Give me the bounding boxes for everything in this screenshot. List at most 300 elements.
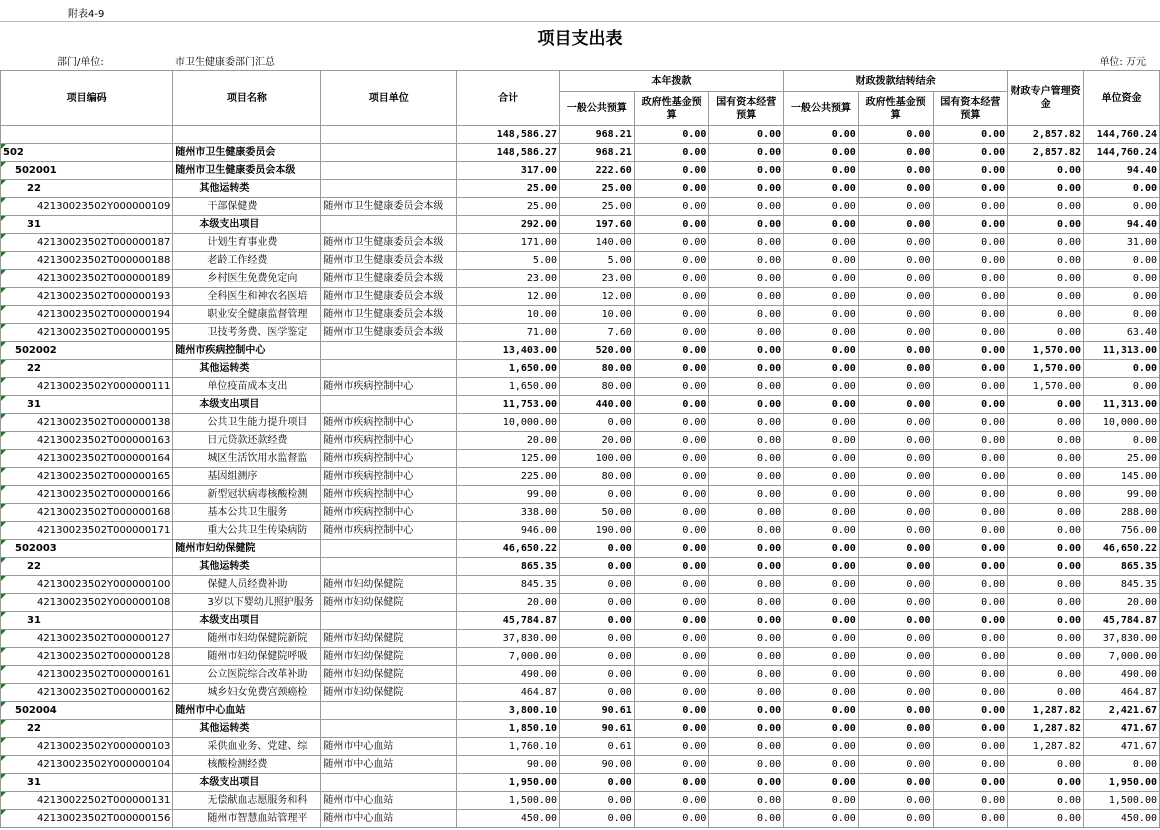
table-cell[interactable]: 0.00 <box>858 342 933 360</box>
table-cell[interactable]: 0.00 <box>634 666 709 684</box>
table-cell[interactable]: 0.00 <box>1008 576 1084 594</box>
table-cell[interactable]: 0.00 <box>1084 360 1160 378</box>
table-cell[interactable]: 0.00 <box>1008 666 1084 684</box>
table-cell[interactable]: 23.00 <box>559 270 634 288</box>
table-cell[interactable]: 随州市妇幼保健院 <box>321 576 457 594</box>
table-cell[interactable]: 23.00 <box>457 270 560 288</box>
table-cell[interactable]: 1,570.00 <box>1008 378 1084 396</box>
table-cell[interactable]: 46,650.22 <box>457 540 560 558</box>
table-cell[interactable]: 0.00 <box>1008 414 1084 432</box>
table-cell[interactable]: 0.00 <box>933 234 1008 252</box>
table-cell[interactable]: 5.00 <box>457 252 560 270</box>
table-cell[interactable]: 190.00 <box>559 522 634 540</box>
table-cell[interactable]: 0.00 <box>709 306 784 324</box>
table-cell[interactable]: 0.00 <box>933 522 1008 540</box>
table-cell[interactable]: 0.00 <box>858 324 933 342</box>
table-cell[interactable]: 968.21 <box>559 144 634 162</box>
table-cell[interactable]: 0.00 <box>709 216 784 234</box>
table-cell[interactable]: 25.00 <box>457 180 560 198</box>
table-cell[interactable]: 171.00 <box>457 234 560 252</box>
table-cell[interactable]: 0.00 <box>1008 522 1084 540</box>
table-cell[interactable]: 1,950.00 <box>1084 774 1160 792</box>
table-cell[interactable]: 采供血业务、党建、综 <box>173 738 321 756</box>
table-cell[interactable]: 新型冠状病毒核酸检测 <box>173 486 321 504</box>
table-cell[interactable]: 随州市妇幼保健院 <box>321 684 457 702</box>
table-cell[interactable]: 随州市中心血站 <box>321 738 457 756</box>
table-cell[interactable]: 0.00 <box>858 540 933 558</box>
table-cell[interactable]: 随州市卫生健康委员会本级 <box>321 324 457 342</box>
table-cell[interactable]: 0.00 <box>1008 216 1084 234</box>
table-cell[interactable]: 0.00 <box>933 378 1008 396</box>
table-cell[interactable]: 1,570.00 <box>1008 342 1084 360</box>
table-cell[interactable]: 20.00 <box>457 594 560 612</box>
table-cell[interactable] <box>321 612 457 630</box>
table-cell[interactable]: 1,500.00 <box>457 792 560 810</box>
table-cell[interactable]: 随州市妇幼保健院新院 <box>173 630 321 648</box>
table-cell[interactable]: 0.00 <box>933 144 1008 162</box>
table-cell[interactable]: 0.00 <box>634 702 709 720</box>
table-cell[interactable]: 0.00 <box>1008 774 1084 792</box>
table-cell[interactable]: 292.00 <box>457 216 560 234</box>
table-cell[interactable]: 0.00 <box>1008 648 1084 666</box>
table-cell[interactable]: 450.00 <box>1084 810 1160 828</box>
table-cell[interactable]: 0.00 <box>709 486 784 504</box>
table-cell[interactable]: 0.00 <box>709 540 784 558</box>
table-cell[interactable]: 0.00 <box>709 342 784 360</box>
table-cell[interactable]: 0.00 <box>784 342 859 360</box>
table-cell[interactable]: 随州市妇幼保健院 <box>321 666 457 684</box>
table-cell[interactable]: 随州市疾病控制中心 <box>321 378 457 396</box>
table-cell[interactable]: 0.00 <box>709 450 784 468</box>
table-cell[interactable]: 0.00 <box>634 450 709 468</box>
table-cell[interactable]: 0.00 <box>933 432 1008 450</box>
table-cell[interactable]: 11,313.00 <box>1084 396 1160 414</box>
table-cell[interactable]: 0.00 <box>784 612 859 630</box>
table-cell[interactable]: 0.00 <box>784 468 859 486</box>
table-cell[interactable]: 0.00 <box>634 558 709 576</box>
table-cell[interactable]: 63.40 <box>1084 324 1160 342</box>
table-cell[interactable]: 本级支出项目 <box>173 612 321 630</box>
table-cell[interactable]: 2,857.82 <box>1008 126 1084 144</box>
table-cell[interactable]: 0.00 <box>1008 756 1084 774</box>
table-cell[interactable]: 0.00 <box>709 648 784 666</box>
table-cell[interactable]: 0.00 <box>1008 252 1084 270</box>
table-cell[interactable]: 0.00 <box>1084 198 1160 216</box>
table-cell[interactable]: 0.00 <box>634 612 709 630</box>
table-cell[interactable]: 0.00 <box>709 180 784 198</box>
table-cell[interactable]: 0.00 <box>933 162 1008 180</box>
table-cell[interactable]: 288.00 <box>1084 504 1160 522</box>
table-cell[interactable]: 随州市妇幼保健院 <box>321 594 457 612</box>
table-cell[interactable]: 10.00 <box>559 306 634 324</box>
table-cell[interactable]: 42130023502T000000164 <box>1 450 173 468</box>
table-cell[interactable]: 0.00 <box>559 666 634 684</box>
table-cell[interactable]: 1,760.10 <box>457 738 560 756</box>
table-cell[interactable]: 2,421.67 <box>1084 702 1160 720</box>
table-cell[interactable]: 968.21 <box>559 126 634 144</box>
table-cell[interactable]: 11,753.00 <box>457 396 560 414</box>
table-cell[interactable]: 7,000.00 <box>457 648 560 666</box>
table-cell[interactable]: 0.00 <box>858 144 933 162</box>
table-cell[interactable]: 5.00 <box>559 252 634 270</box>
table-cell[interactable]: 42130023502T000000189 <box>1 270 173 288</box>
table-cell[interactable]: 0.00 <box>784 360 859 378</box>
table-cell[interactable]: 0.00 <box>1008 180 1084 198</box>
table-cell[interactable]: 502003 <box>1 540 173 558</box>
table-cell[interactable]: 0.00 <box>858 234 933 252</box>
table-cell[interactable]: 0.00 <box>1084 252 1160 270</box>
table-cell[interactable]: 0.00 <box>1008 630 1084 648</box>
table-cell[interactable]: 随州市中心血站 <box>321 810 457 828</box>
table-cell[interactable]: 无偿献血志愿服务和科 <box>173 792 321 810</box>
table-cell[interactable]: 0.00 <box>1008 288 1084 306</box>
table-cell[interactable]: 0.00 <box>1084 432 1160 450</box>
table-cell[interactable]: 0.00 <box>933 702 1008 720</box>
table-cell[interactable] <box>321 342 457 360</box>
table-cell[interactable]: 随州市妇幼保健院 <box>321 648 457 666</box>
table-cell[interactable]: 0.00 <box>709 468 784 486</box>
table-cell[interactable]: 0.00 <box>933 792 1008 810</box>
table-cell[interactable]: 0.00 <box>559 612 634 630</box>
table-cell[interactable]: 0.00 <box>634 522 709 540</box>
table-cell[interactable]: 42130023502Y000000111 <box>1 378 173 396</box>
table-cell[interactable]: 0.00 <box>634 720 709 738</box>
table-cell[interactable]: 0.00 <box>858 594 933 612</box>
table-cell[interactable]: 0.00 <box>858 612 933 630</box>
table-cell[interactable]: 0.00 <box>858 252 933 270</box>
table-cell[interactable]: 0.00 <box>634 468 709 486</box>
table-cell[interactable]: 0.00 <box>709 630 784 648</box>
table-cell[interactable]: 0.00 <box>709 774 784 792</box>
table-cell[interactable]: 148,586.27 <box>457 144 560 162</box>
table-cell[interactable]: 0.00 <box>1008 450 1084 468</box>
table-cell[interactable]: 42130023502T000000138 <box>1 414 173 432</box>
table-cell[interactable]: 随州市卫生健康委员会本级 <box>173 162 321 180</box>
table-cell[interactable]: 0.00 <box>784 306 859 324</box>
table-cell[interactable]: 22 <box>1 360 173 378</box>
table-cell[interactable]: 1,650.00 <box>457 378 560 396</box>
table-cell[interactable]: 0.00 <box>933 342 1008 360</box>
table-cell[interactable]: 145.00 <box>1084 468 1160 486</box>
table-cell[interactable]: 99.00 <box>1084 486 1160 504</box>
table-cell[interactable]: 31 <box>1 396 173 414</box>
table-cell[interactable]: 71.00 <box>457 324 560 342</box>
table-cell[interactable]: 42130022502T000000131 <box>1 792 173 810</box>
table-cell[interactable]: 42130023502T000000166 <box>1 486 173 504</box>
table-cell[interactable]: 1,650.00 <box>457 360 560 378</box>
table-cell[interactable]: 0.00 <box>634 774 709 792</box>
table-cell[interactable]: 0.00 <box>784 432 859 450</box>
table-cell[interactable]: 90.61 <box>559 720 634 738</box>
table-cell[interactable]: 42130023502Y000000109 <box>1 198 173 216</box>
table-cell[interactable]: 0.00 <box>634 126 709 144</box>
table-cell[interactable]: 2,857.82 <box>1008 144 1084 162</box>
table-cell[interactable]: 90.61 <box>559 702 634 720</box>
table-cell[interactable]: 0.00 <box>858 270 933 288</box>
table-cell[interactable]: 0.00 <box>858 504 933 522</box>
table-cell[interactable] <box>1 126 173 144</box>
table-cell[interactable]: 0.00 <box>709 684 784 702</box>
table-cell[interactable]: 随州市智慧血站管理平 <box>173 810 321 828</box>
table-cell[interactable]: 0.00 <box>1084 270 1160 288</box>
table-cell[interactable]: 0.00 <box>709 558 784 576</box>
table-cell[interactable]: 0.00 <box>784 558 859 576</box>
table-cell[interactable]: 37,830.00 <box>1084 630 1160 648</box>
table-cell[interactable]: 0.00 <box>1008 504 1084 522</box>
table-cell[interactable]: 0.00 <box>634 288 709 306</box>
table-cell[interactable]: 0.00 <box>858 414 933 432</box>
table-cell[interactable]: 0.00 <box>933 198 1008 216</box>
table-cell[interactable]: 0.00 <box>709 792 784 810</box>
table-cell[interactable]: 0.00 <box>1008 306 1084 324</box>
table-cell[interactable]: 471.67 <box>1084 738 1160 756</box>
table-cell[interactable]: 0.00 <box>634 342 709 360</box>
table-cell[interactable]: 0.00 <box>559 576 634 594</box>
table-cell[interactable]: 0.00 <box>634 414 709 432</box>
table-cell[interactable]: 94.40 <box>1084 216 1160 234</box>
table-cell[interactable]: 保健人员经费补助 <box>173 576 321 594</box>
table-cell[interactable]: 随州市中心血站 <box>173 702 321 720</box>
table-cell[interactable]: 1,287.82 <box>1008 702 1084 720</box>
table-cell[interactable] <box>321 126 457 144</box>
table-cell[interactable]: 随州市疾病控制中心 <box>321 522 457 540</box>
table-cell[interactable]: 0.00 <box>784 810 859 828</box>
table-cell[interactable]: 0.00 <box>709 324 784 342</box>
table-cell[interactable]: 0.00 <box>634 540 709 558</box>
table-cell[interactable]: 0.00 <box>709 522 784 540</box>
table-cell[interactable]: 3岁以下婴幼儿照护服务 <box>173 594 321 612</box>
table-cell[interactable]: 老龄工作经费 <box>173 252 321 270</box>
table-cell[interactable] <box>321 702 457 720</box>
table-cell[interactable]: 干部保健费 <box>173 198 321 216</box>
table-cell[interactable]: 0.00 <box>709 666 784 684</box>
table-cell[interactable]: 0.00 <box>709 162 784 180</box>
table-cell[interactable]: 0.00 <box>634 756 709 774</box>
table-cell[interactable]: 0.00 <box>559 648 634 666</box>
table-cell[interactable]: 42130023502Y000000108 <box>1 594 173 612</box>
table-cell[interactable]: 0.00 <box>933 666 1008 684</box>
table-cell[interactable]: 0.00 <box>784 252 859 270</box>
table-cell[interactable]: 42130023502T000000188 <box>1 252 173 270</box>
table-cell[interactable]: 随州市卫生健康委员会本级 <box>321 198 457 216</box>
table-cell[interactable]: 502002 <box>1 342 173 360</box>
table-cell[interactable]: 0.00 <box>784 270 859 288</box>
table-cell[interactable]: 0.00 <box>634 810 709 828</box>
table-cell[interactable]: 0.00 <box>858 378 933 396</box>
table-cell[interactable]: 148,586.27 <box>457 126 560 144</box>
table-cell[interactable]: 乡村医生免费免定向 <box>173 270 321 288</box>
table-cell[interactable]: 0.00 <box>784 180 859 198</box>
table-cell[interactable] <box>321 540 457 558</box>
table-cell[interactable]: 22 <box>1 558 173 576</box>
table-cell[interactable]: 0.00 <box>634 576 709 594</box>
table-cell[interactable]: 随州市中心血站 <box>321 792 457 810</box>
table-cell[interactable]: 随州市妇幼保健院呼吸 <box>173 648 321 666</box>
table-cell[interactable]: 1,950.00 <box>457 774 560 792</box>
table-cell[interactable]: 502001 <box>1 162 173 180</box>
table-cell[interactable]: 0.00 <box>784 738 859 756</box>
table-cell[interactable]: 公立医院综合改革补助 <box>173 666 321 684</box>
table-cell[interactable]: 0.00 <box>634 234 709 252</box>
table-cell[interactable]: 随州市卫生健康委员会本级 <box>321 288 457 306</box>
table-cell[interactable]: 随州市卫生健康委员会本级 <box>321 270 457 288</box>
table-cell[interactable]: 随州市疾病控制中心 <box>321 450 457 468</box>
table-cell[interactable]: 0.00 <box>1008 540 1084 558</box>
table-cell[interactable]: 0.00 <box>784 522 859 540</box>
table-cell[interactable]: 0.00 <box>634 486 709 504</box>
table-cell[interactable]: 0.00 <box>1008 432 1084 450</box>
table-cell[interactable]: 42130023502T000000161 <box>1 666 173 684</box>
table-cell[interactable]: 42130023502T000000187 <box>1 234 173 252</box>
table-cell[interactable] <box>321 144 457 162</box>
table-cell[interactable]: 0.00 <box>634 504 709 522</box>
table-cell[interactable]: 职业安全健康监督管理 <box>173 306 321 324</box>
table-cell[interactable]: 0.00 <box>634 648 709 666</box>
table-cell[interactable]: 0.00 <box>634 144 709 162</box>
table-cell[interactable]: 全科医生和神农名医培 <box>173 288 321 306</box>
table-cell[interactable]: 90.00 <box>559 756 634 774</box>
table-cell[interactable]: 42130023502T000000162 <box>1 684 173 702</box>
table-cell[interactable]: 7,000.00 <box>1084 648 1160 666</box>
table-cell[interactable] <box>321 162 457 180</box>
table-cell[interactable]: 0.00 <box>1008 684 1084 702</box>
table-cell[interactable]: 0.00 <box>709 594 784 612</box>
table-cell[interactable]: 10.00 <box>457 306 560 324</box>
table-cell[interactable]: 0.00 <box>1084 306 1160 324</box>
table-cell[interactable]: 865.35 <box>457 558 560 576</box>
table-cell[interactable]: 其他运转类 <box>173 720 321 738</box>
table-cell[interactable]: 0.00 <box>784 126 859 144</box>
table-cell[interactable]: 0.00 <box>784 450 859 468</box>
table-cell[interactable]: 日元贷款还款经费 <box>173 432 321 450</box>
table-cell[interactable]: 0.00 <box>634 738 709 756</box>
table-cell[interactable]: 0.00 <box>1008 810 1084 828</box>
table-cell[interactable]: 0.00 <box>858 720 933 738</box>
table-cell[interactable]: 845.35 <box>457 576 560 594</box>
table-cell[interactable]: 0.00 <box>784 288 859 306</box>
table-cell[interactable]: 0.00 <box>858 738 933 756</box>
table-cell[interactable]: 0.00 <box>1008 396 1084 414</box>
table-cell[interactable]: 80.00 <box>559 378 634 396</box>
table-cell[interactable]: 0.00 <box>559 684 634 702</box>
table-cell[interactable]: 随州市疾病控制中心 <box>321 486 457 504</box>
table-cell[interactable]: 0.00 <box>634 270 709 288</box>
table-cell[interactable]: 其他运转类 <box>173 360 321 378</box>
table-cell[interactable]: 其他运转类 <box>173 180 321 198</box>
table-cell[interactable]: 0.00 <box>709 612 784 630</box>
table-cell[interactable]: 80.00 <box>559 468 634 486</box>
table-cell[interactable]: 1,570.00 <box>1008 360 1084 378</box>
table-cell[interactable]: 0.00 <box>784 324 859 342</box>
table-cell[interactable]: 0.00 <box>858 792 933 810</box>
table-cell[interactable]: 42130023502T000000165 <box>1 468 173 486</box>
table-cell[interactable]: 11,313.00 <box>1084 342 1160 360</box>
table-cell[interactable]: 471.67 <box>1084 720 1160 738</box>
table-cell[interactable]: 37,830.00 <box>457 630 560 648</box>
table-cell[interactable]: 0.00 <box>858 288 933 306</box>
table-cell[interactable]: 0.00 <box>1084 378 1160 396</box>
table-cell[interactable]: 0.00 <box>634 684 709 702</box>
table-cell[interactable]: 0.00 <box>709 144 784 162</box>
table-cell[interactable]: 144,760.24 <box>1084 126 1160 144</box>
table-cell[interactable]: 490.00 <box>1084 666 1160 684</box>
table-cell[interactable] <box>321 774 457 792</box>
table-cell[interactable]: 20.00 <box>457 432 560 450</box>
table-cell[interactable]: 0.00 <box>933 684 1008 702</box>
table-cell[interactable]: 0.00 <box>933 594 1008 612</box>
table-cell[interactable]: 0.00 <box>858 666 933 684</box>
table-cell[interactable]: 0.00 <box>784 504 859 522</box>
table-cell[interactable]: 0.61 <box>559 738 634 756</box>
table-cell[interactable]: 0.00 <box>634 594 709 612</box>
table-cell[interactable]: 0.00 <box>634 432 709 450</box>
table-cell[interactable]: 卫技考务费、医学鉴定 <box>173 324 321 342</box>
table-cell[interactable]: 0.00 <box>784 540 859 558</box>
table-cell[interactable]: 42130023502T000000171 <box>1 522 173 540</box>
table-cell[interactable]: 0.00 <box>933 540 1008 558</box>
table-cell[interactable]: 0.00 <box>709 504 784 522</box>
table-cell[interactable]: 42130023502Y000000100 <box>1 576 173 594</box>
table-cell[interactable]: 0.00 <box>709 432 784 450</box>
table-cell[interactable]: 197.60 <box>559 216 634 234</box>
table-cell[interactable]: 0.00 <box>709 270 784 288</box>
table-cell[interactable]: 0.00 <box>933 450 1008 468</box>
table-cell[interactable]: 80.00 <box>559 360 634 378</box>
table-cell[interactable]: 0.00 <box>858 810 933 828</box>
table-cell[interactable]: 0.00 <box>784 144 859 162</box>
table-cell[interactable]: 845.35 <box>1084 576 1160 594</box>
table-cell[interactable]: 0.00 <box>784 774 859 792</box>
table-cell[interactable]: 22 <box>1 720 173 738</box>
table-cell[interactable]: 单位疫苗成本支出 <box>173 378 321 396</box>
table-cell[interactable]: 计划生育事业费 <box>173 234 321 252</box>
table-cell[interactable]: 核酸检测经费 <box>173 756 321 774</box>
table-cell[interactable]: 0.00 <box>784 684 859 702</box>
table-cell[interactable]: 随州市妇幼保健院 <box>321 630 457 648</box>
table-cell[interactable]: 12.00 <box>457 288 560 306</box>
table-cell[interactable]: 基本公共卫生服务 <box>173 504 321 522</box>
table-cell[interactable]: 随州市卫生健康委员会本级 <box>321 234 457 252</box>
table-cell[interactable] <box>321 720 457 738</box>
table-cell[interactable]: 0.00 <box>858 162 933 180</box>
table-cell[interactable]: 100.00 <box>559 450 634 468</box>
table-cell[interactable]: 464.87 <box>457 684 560 702</box>
table-cell[interactable]: 0.00 <box>634 396 709 414</box>
table-cell[interactable]: 502 <box>1 144 173 162</box>
table-cell[interactable] <box>321 558 457 576</box>
table-cell[interactable]: 22 <box>1 180 173 198</box>
table-cell[interactable]: 25.00 <box>1084 450 1160 468</box>
table-cell[interactable]: 25.00 <box>457 198 560 216</box>
table-cell[interactable]: 0.00 <box>709 288 784 306</box>
table-cell[interactable]: 0.00 <box>933 630 1008 648</box>
table-cell[interactable]: 0.00 <box>1008 234 1084 252</box>
table-cell[interactable]: 0.00 <box>709 738 784 756</box>
table-cell[interactable]: 0.00 <box>784 486 859 504</box>
table-cell[interactable]: 0.00 <box>933 486 1008 504</box>
table-cell[interactable] <box>321 396 457 414</box>
table-cell[interactable]: 0.00 <box>1084 288 1160 306</box>
table-cell[interactable]: 其他运转类 <box>173 558 321 576</box>
table-cell[interactable]: 10,000.00 <box>1084 414 1160 432</box>
table-cell[interactable]: 13,403.00 <box>457 342 560 360</box>
table-cell[interactable]: 0.00 <box>784 594 859 612</box>
table-cell[interactable]: 0.00 <box>858 558 933 576</box>
table-cell[interactable]: 99.00 <box>457 486 560 504</box>
table-cell[interactable]: 0.00 <box>709 126 784 144</box>
table-cell[interactable]: 0.00 <box>858 450 933 468</box>
table-cell[interactable]: 0.00 <box>858 486 933 504</box>
